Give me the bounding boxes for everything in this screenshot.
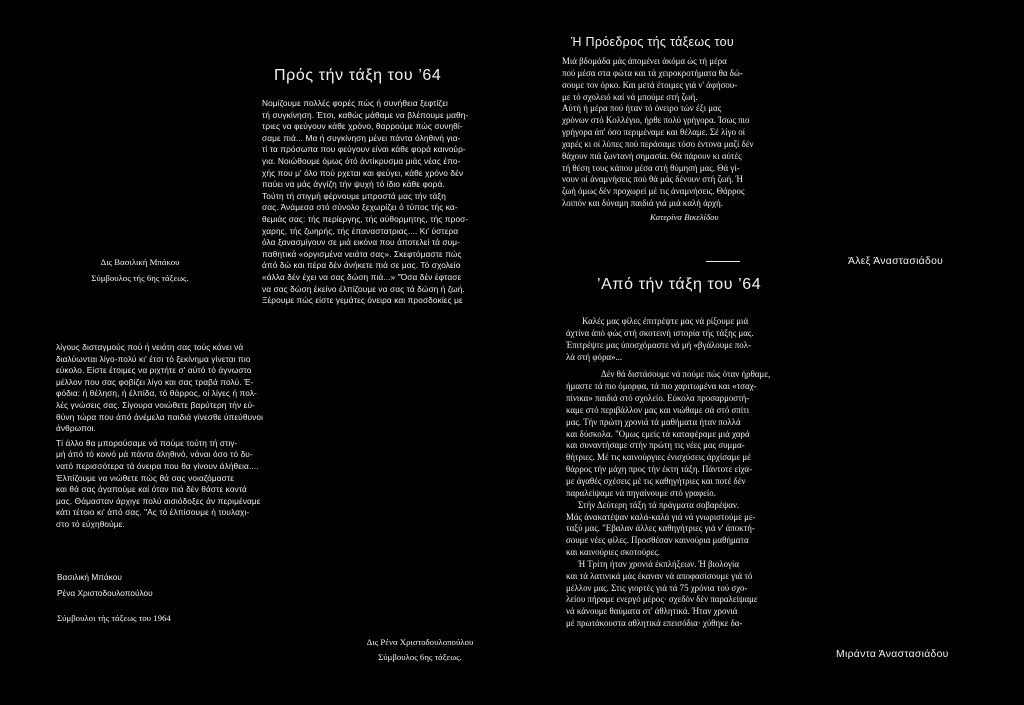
- text-line: πίνικα» παιδιά στό σχολείο. Εύκολα προσαρμοστή-: [566, 393, 750, 404]
- text-line: σουμε νέες φίλες. Προσθέσαν καινούρια μαθήματα: [566, 535, 749, 546]
- text-line: Έπιτρέψτε μας ύποσχόμαστε νά μή «βγάλουμε πολ-: [566, 339, 751, 350]
- text-line: τή θέση τους κάπου μέσα στή θύμησή μας. Θά γί-: [562, 162, 740, 173]
- text-line: άνθρωποι.: [56, 423, 96, 434]
- text-line: νατό περισσότερα τά όνειρα που θα γίνουν άλήθεια....: [56, 460, 259, 471]
- right-top-title: Ή Πρόεδρος τής τάξεως του: [571, 35, 734, 49]
- text-line: χαρης, τής ζωηρής, τής έπαναστατριας.... Κι' ύστερα: [262, 225, 459, 236]
- divider: [706, 261, 740, 262]
- text-line: χαρές κι οί λύπες πού περάσαμε τόσο έντονα μαζί δέν: [562, 138, 754, 149]
- text-line: διαλύωνται λίγο-πολύ κι' έτσι τό ξεκίνημα γίνεται πιο: [56, 353, 251, 364]
- text-line: μέ πρωτάκουστα αθλητικά επεισόδια· χύθηκε δα-: [566, 618, 743, 629]
- bottom-center-caption: [330, 636, 510, 663]
- text-line: και δύσκολα. "Ομως εμείς τά καταφέραμε μιά χαρά: [566, 428, 750, 439]
- text-line: χρόνων στό Κολλέγιο, ήρθε πολύ γρήγορα. Ίσως πιο: [562, 115, 750, 126]
- center-article-continued: [56, 342, 318, 531]
- text-line: στο τό εύχηθούμε.: [56, 518, 125, 529]
- text-line: λά στή φόρα»...: [566, 351, 623, 362]
- text-line: σαμε πιά... Μα ή συγκίνηση μένει πάντα όληθινή για-: [262, 132, 461, 143]
- text-line: Τί άλλο θα μπορούσαμε νά πούμε τούτη τή στιγ-: [56, 437, 238, 448]
- right-top-text: [562, 56, 824, 210]
- text-line: φόδια: ή θέληση, ή έλπίδα, τό θάρρος, οί λίγες ή πολ-: [56, 388, 257, 399]
- text-line: Ή Τρίτη ήταν χρονιά έκπλήξεων. Ή βιολογία: [578, 558, 740, 569]
- text-line: γρήγορα άπ' όσο περιμέναμε και θέλαμε. Σέ λίγο οί: [562, 127, 746, 138]
- text-line: μέλλον που σας φοβίζει λίγο και σας τραβά πολύ. Έ-: [56, 376, 254, 387]
- text-line: μή άπό τό κοινό μά πάντα άληθινό, νάναι όσο τό δυ-: [56, 449, 253, 460]
- text-line: χής που μ' όλο πού ρχεται και φεύγει, κάθε χρόνο δέν: [262, 167, 464, 178]
- text-line: Μάς άνακατέψαν καλά-καλά γιά νά γνωριστούμε με-: [566, 511, 756, 522]
- signature-name-1: Βασιλική Μπάκου: [57, 572, 122, 582]
- text-line: Ξέρουμε πώς είστε γεμάτες όνειρα και προσδοκίες με: [262, 295, 463, 306]
- center-signature: [57, 572, 297, 599]
- text-line: να σας δώση έκείνο έλπίζουμε να σας τά δώση ή ζωή.: [262, 283, 465, 294]
- text-line: με τό σχολειό καί νά μπούμε στή ζωή.: [562, 91, 698, 102]
- caption-name: Δις Βασιλική Μπάκου: [100, 257, 180, 267]
- text-line: νά κάνουμε θαύματα στ' άθλητικά. Ήταν χρονιά: [566, 606, 738, 617]
- text-line: Έλπίζουμε να νιώθετε πώς θά σας νοιαζόμαστε: [56, 472, 234, 483]
- text-line: και θά σας άγαπούμε καί όταν πιά δέν θάστε κοντά: [56, 484, 247, 495]
- text-line: παύει να μάς άγγίζη τήν ψυχή τό ίδιο κάθε φορά.: [262, 179, 445, 190]
- text-line: τή συγκίνηση. Έτσι, καθώς μάθαμε να βλέπουμε μαθη-: [262, 109, 469, 120]
- text-line: νουν οί άναμνήσεις πού θά μάς δένουν στή ζωή. Ή: [562, 174, 743, 185]
- text-line: μας. Θάμασταν άρχιγε πολύ αισιόδοξες άν περιμέναμε: [56, 495, 261, 506]
- text-line: σας. Άνάμεσα στό σύνολο ξεχωρίζει ό τύπος τής κα-: [262, 202, 458, 213]
- far-right-name-bottom: Μιράντα Άναστασιάδου: [836, 649, 949, 660]
- text-line: εύκολο. Είστε έτοιμες να ριχτήτε σ' αύτό τό άγνωστο: [56, 365, 252, 376]
- text-line: παραλείψαμε νά πηγαίνουμε στό γραφείο.: [566, 487, 716, 498]
- text-line: λίγους δισταγμούς πού ή νειότη σας τούς κάνει νά: [56, 342, 244, 352]
- text-line: λείου πήραμε ενεργό μέρος· σχεδόν δέν παραλείψαμε: [566, 594, 758, 605]
- text-line: καμε στό περιβάλλον μας και νιώθαμε σά στό σπίτι: [566, 404, 750, 415]
- text-line: λοιπόν και δύναμη παιδιά γιά μιά καλή άρχή.: [562, 198, 723, 209]
- caption-role: Σύμβουλος τής 6ης τάξεως.: [91, 273, 189, 283]
- text-line: θάρρος τήν μάχη προς τήν έκτη τάξη. Πάντοτε είχα-: [566, 464, 753, 475]
- text-line: Δέν θά διστάσουμε νά πούμε πώς όταν ήρθαμε,: [601, 369, 771, 380]
- text-line: Τούτη τή στιγμή φέρνουμε μπροστά μας τήν τάξη: [262, 190, 446, 201]
- text-line: ταξύ μας. "Εβαλαν άλλες καθηγήτριες γιά ν' άποκτή-: [566, 523, 755, 534]
- caption-role: Σύμβουλος 6ης τάξεως.: [378, 652, 462, 662]
- text-line: θύνη τώρα που άπό άνέμελα παιδιά γίνεσθε ύπεύθυνοι: [56, 411, 264, 422]
- right-top-signature: Κατερίνα Βικελίδου: [650, 212, 719, 222]
- text-line: «άλλα δέν έχει να σας δώση πιά...» "Όσα δέν έφτασε: [262, 271, 462, 282]
- text-line: με άγαθές σχέσεις μέ τις καθηγήτριες και ποτέ δέν: [566, 475, 746, 486]
- text-line: κάτι τέτοιο κι' άπό σας. "Ας τό έλπίσουμε ή τουλαχι-: [56, 507, 250, 518]
- center-article-text: [262, 98, 524, 307]
- text-line: σουμε τον όρκο. Και μετά έτοιμες γιά ν' άφήσου-: [562, 79, 738, 90]
- text-line: και συναντήσαμε στήν πρώτη τις νέες μας συμμα-: [566, 440, 745, 451]
- text-line: θήτριες. Μέ τις καινούργιες ένισχύσεις άρχίσαμε μέ: [566, 452, 751, 463]
- text-line: Αύτή ή μέρα πού ήταν τό όνειρο τών έξι μας: [562, 103, 722, 114]
- text-line: Νομίζουμε πολλές φορές πώς ή συνήθεια ξεφτίζει: [262, 98, 448, 108]
- left-caption: [70, 256, 210, 284]
- text-line: πού μέσα στα φώτα και τά χειροκροτήματα θα δώ-: [562, 67, 743, 78]
- text-line: θεμιάς σας: τής περίεργης, τής αύθορμητης, τής προσ-: [262, 213, 469, 224]
- text-line: μας. Τήν πρώτη χρονιά τά μαθήματα ήταν πολλά: [566, 416, 741, 427]
- text-line: όλα ξανασμίγουν σε μιά εικόνα που άποτελεί τά συμ-: [262, 237, 461, 248]
- text-line: τί τα πρόσωπα που φεύγουν είναι κάθε φορά καινούρ-: [262, 144, 466, 155]
- text-line: λές γνώσεις σας. Σίγουρα νοιώθετε βαρύτερη τήν εύ-: [56, 399, 255, 410]
- page-title: Πρός τήν τάξη του ’64: [274, 67, 442, 84]
- signature-name-2: Ρένα Χριστοδουλοπούλου: [57, 587, 153, 598]
- text-line: ζωή όμως δέν προχωρεί μέ τις άναμνήσεις. Θάρρος: [562, 186, 745, 197]
- text-line: ήμαστε τά πιο όμορφα, τά πιο χαριτωμένα και «τσαχ-: [566, 381, 757, 392]
- far-right-name-top: Άλεξ Άναστασιάδου: [848, 256, 944, 267]
- text-line: τριες να φεύγουν κάθε χρόνο, θαρρούμε πώς συνηθί-: [262, 121, 463, 132]
- right-bottom-text: [566, 316, 826, 630]
- text-line: για. Νοιώθουμε όμως ότό άντίκρυσμα μιάς νέας έπο-: [262, 155, 461, 166]
- text-line: Στήν Δεύτερη τάξη τά πράγματα σοβαρέψαν.: [578, 499, 740, 510]
- text-line: παθητικά «οργισμένα νειάτα σας». Σκεφτόμαστε πώς: [262, 248, 462, 259]
- signature-role: Σύμβουλοι τής τάξεως του 1964: [57, 613, 171, 623]
- caption-name: Δις Ρένα Χριστοδουλοπούλου: [366, 637, 474, 647]
- text-line: θάχουν πιά ζωντανή σημασία. Θά πάρουν κι αύτές: [562, 150, 742, 161]
- text-line: Μιά βδομάδα μάς άπομένει άκόμα ώς τή μέρα: [562, 56, 727, 66]
- right-bottom-title: ’Από τήν τάξη του ’64: [597, 276, 762, 293]
- text-line: και τά λατινικά μάς έκαναν νά αποφασίσουμε γιά τό: [566, 570, 753, 581]
- text-line: άχτίνα άπό φώς στή σκοτεινή ιστορία τής τάξης μας.: [566, 327, 754, 338]
- text-line: Καλές μας φίλες έπιτρέψτε μας νά ρίξουμε μιά: [582, 316, 749, 326]
- text-line: άπό δώ και πέρα δέν άνήκετε πιά σε μας. Τό σχολείο: [262, 260, 461, 271]
- text-line: μέλλον μας. Στις γιορτές γιά τά 75 χρόνια τού σχο-: [566, 582, 748, 593]
- text-line: και καινούριες σκοτούρες.: [566, 547, 660, 558]
